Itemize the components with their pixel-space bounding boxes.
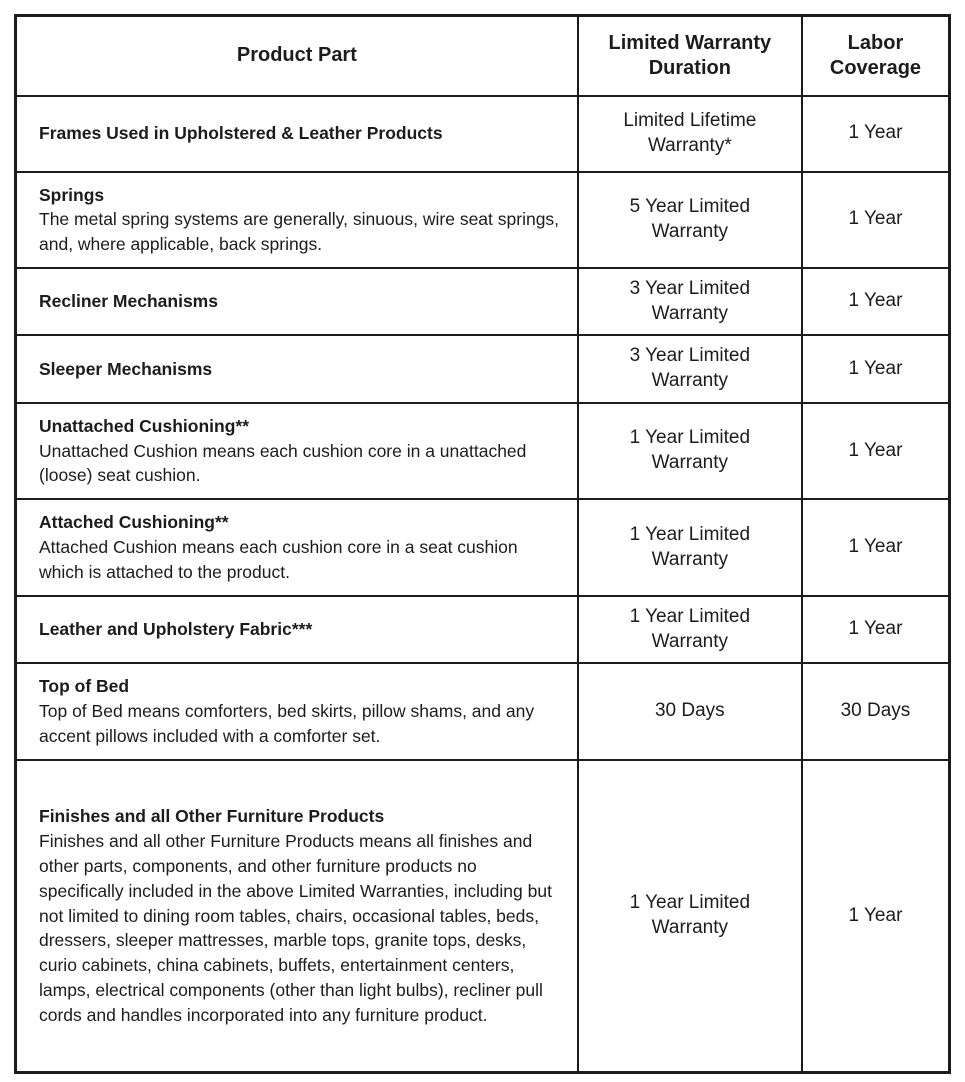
product-part-title: Frames Used in Upholstered & Leather Products bbox=[39, 123, 443, 144]
table-row bbox=[16, 760, 950, 1072]
warranty-duration-cell: 3 Year Limited Warranty bbox=[578, 268, 802, 335]
labor-coverage-cell: 30 Days bbox=[802, 663, 950, 760]
labor-coverage-cell: 1 Year bbox=[802, 499, 950, 596]
table-row bbox=[16, 96, 950, 172]
header-labor-coverage: Labor Coverage bbox=[802, 16, 950, 96]
table-row bbox=[16, 172, 950, 269]
header-product-part: Product Part bbox=[16, 16, 578, 96]
product-part-title: Top of Bed bbox=[39, 676, 130, 697]
product-part-description: The metal spring systems are generally, sinuous, wire seat springs, and, where applicable, back springs. bbox=[39, 209, 560, 255]
labor-coverage-cell: 1 Year bbox=[802, 172, 950, 269]
table-row bbox=[16, 596, 950, 663]
product-part-cell bbox=[16, 335, 578, 402]
table-row bbox=[16, 403, 950, 500]
product-part-cell bbox=[16, 760, 578, 1072]
product-part-title: Sleeper Mechanisms bbox=[39, 358, 213, 379]
labor-coverage-cell: 1 Year bbox=[802, 96, 950, 172]
product-part-description: Attached Cushion means each cushion core in a seat cushion which is attached to the product. bbox=[39, 537, 518, 582]
product-part-cell bbox=[16, 663, 578, 760]
product-part-title: Recliner Mechanisms bbox=[39, 291, 218, 312]
product-part-cell bbox=[16, 596, 578, 663]
product-part-cell bbox=[16, 499, 578, 596]
labor-coverage-cell: 1 Year bbox=[802, 335, 950, 402]
table-header-row bbox=[16, 16, 950, 96]
product-part-cell bbox=[16, 172, 578, 269]
product-part-title: Finishes and all Other Furniture Products bbox=[39, 806, 385, 827]
product-part-cell bbox=[16, 268, 578, 335]
product-part-cell bbox=[16, 96, 578, 172]
product-part-title: Leather and Upholstery Fabric*** bbox=[39, 619, 313, 640]
warranty-duration-cell: 30 Days bbox=[578, 663, 802, 760]
product-part-description: Unattached Cushion means each cushion core in a unattached (loose) seat cushion. bbox=[39, 440, 527, 486]
table-row bbox=[16, 499, 950, 596]
warranty-duration-cell: 1 Year Limited Warranty bbox=[578, 403, 802, 500]
table-row bbox=[16, 268, 950, 335]
product-part-title: Springs bbox=[39, 184, 105, 205]
product-part-title: Attached Cushioning** bbox=[39, 512, 229, 533]
warranty-duration-cell: 1 Year Limited Warranty bbox=[578, 499, 802, 596]
warranty-duration-cell: 1 Year Limited Warranty bbox=[578, 596, 802, 663]
warranty-duration-cell: Limited Lifetime Warranty* bbox=[578, 96, 802, 172]
warranty-table bbox=[14, 14, 951, 1074]
table-row bbox=[16, 663, 950, 760]
labor-coverage-cell: 1 Year bbox=[802, 403, 950, 500]
header-warranty-duration: Limited Warranty Duration bbox=[578, 16, 802, 96]
warranty-duration-cell: 1 Year Limited Warranty bbox=[578, 760, 802, 1072]
product-part-description: Finishes and all other Furniture Products means all finishes and other parts, components, and other furniture products no specifically included in the above Limited Warranties, including but not limited to dining room tables, chairs, occasional tables, beds, dressers, sleeper mattresses, marble tops, granite tops, desks, curio cabinets, china cabinets, buffets, entertainment centers, lamps, electrical components (other than light bulbs), recliner pull cords and handles incorporated into any furniture product. bbox=[39, 831, 552, 1025]
table-row bbox=[16, 335, 950, 402]
product-part-description: Top of Bed means comforters, bed skirts, pillow shams, and any accent pillows included with a comforter set. bbox=[39, 701, 535, 747]
labor-coverage-cell: 1 Year bbox=[802, 596, 950, 663]
labor-coverage-cell: 1 Year bbox=[802, 268, 950, 335]
product-part-cell bbox=[16, 403, 578, 500]
product-part-title: Unattached Cushioning** bbox=[39, 415, 250, 436]
warranty-duration-cell: 5 Year Limited Warranty bbox=[578, 172, 802, 269]
warranty-duration-cell: 3 Year Limited Warranty bbox=[578, 335, 802, 402]
labor-coverage-cell: 1 Year bbox=[802, 760, 950, 1072]
